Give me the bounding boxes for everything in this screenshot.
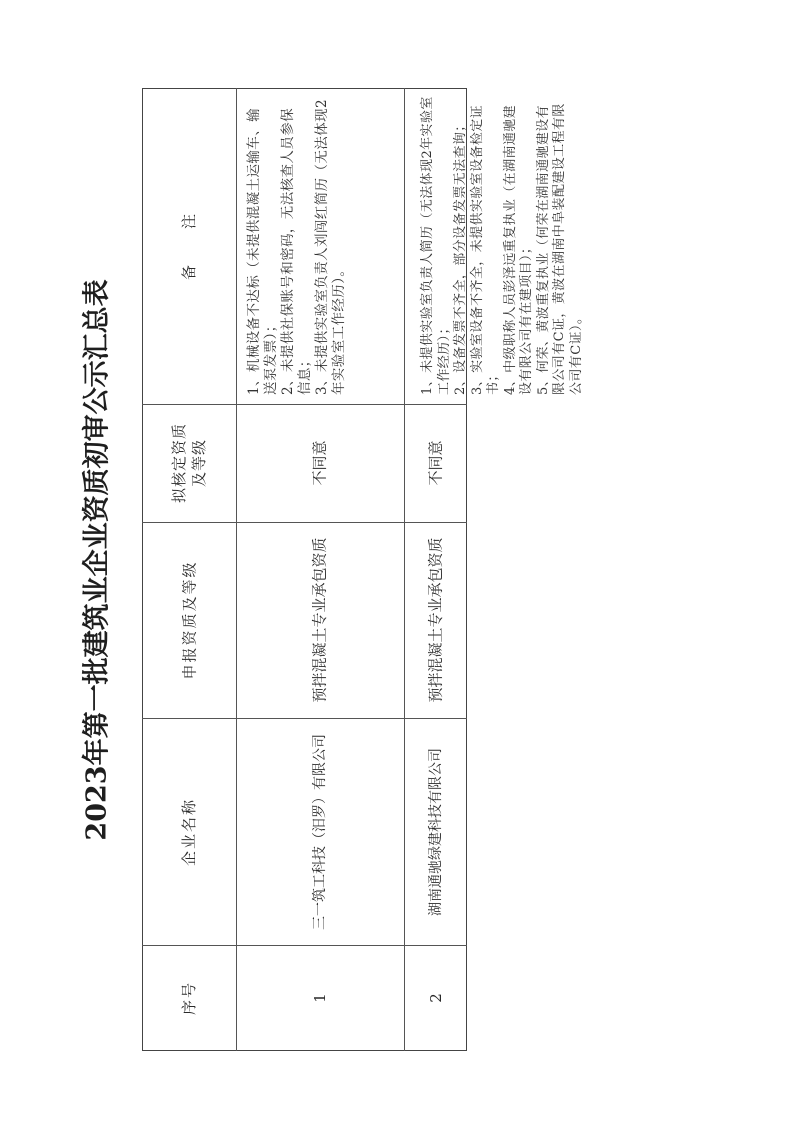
header-declared: 申报资质及等级 xyxy=(180,560,199,680)
header-remarks-cell xyxy=(142,88,236,404)
header-seq: 序号 xyxy=(179,980,198,1016)
row2-remark-5: 5、何荣、黄波重复执业（何荣在湖南通驰建设有限公司有C证，黄波在湖南中阜装配建设工程有限公司有C证）。 xyxy=(535,103,584,395)
row2-remark-3: 3、实验室设备不齐全，未提供实验室设备检定证书； xyxy=(469,104,501,395)
row1-proposed-cell xyxy=(236,404,404,522)
row1-company: 三一筑工科技（汨罗）有限公司 xyxy=(312,733,328,930)
row2-seq-cell xyxy=(404,945,467,1051)
row2-remarks xyxy=(420,95,585,395)
header-remarks: 备 注 xyxy=(179,211,198,281)
row1-remark-3: 3、未提供实验室负责人刘闯红简历（无法体现2年实验室工作经历）。 xyxy=(314,99,347,395)
row2-remark-2: 2、设备发票不齐全，部分设备发票无法查询； xyxy=(453,118,468,395)
header-company-cell xyxy=(142,718,236,945)
row1-declared-cell xyxy=(236,522,404,718)
row2-declared: 预拌混凝土专业承包资质 xyxy=(426,537,445,703)
row2-proposed-cell xyxy=(404,404,467,522)
row1-remark-1: 1、机械设备不达标（未提供混凝土运输车、输送泵发票）； xyxy=(246,108,279,395)
header-proposed: 拟核定资质及等级 xyxy=(170,423,208,504)
row2-company: 湖南通驰绿建科技有限公司 xyxy=(427,747,444,916)
row1-seq: 1 xyxy=(310,993,329,1003)
header-seq-cell xyxy=(142,945,236,1051)
row1-seq-cell xyxy=(236,945,404,1051)
row1-remark-2: 2、未提供社保账号和密码，无法核查人员参保信息； xyxy=(280,108,313,395)
row1-proposed: 不同意 xyxy=(310,440,329,486)
row2-proposed: 不同意 xyxy=(426,440,445,486)
row1-company-cell xyxy=(236,718,404,945)
row2-declared-cell xyxy=(404,522,467,718)
row2-remark-4: 4、中级职称人员彭泽远重复执业（在湖南通驰建设有限公司有在建项目）； xyxy=(502,104,534,395)
header-company: 企业名称 xyxy=(179,797,198,866)
row2-remark-1: 1、未提供实验室负责人简历（无法体现2年实验室工作经历）； xyxy=(420,96,452,395)
header-declared-cell xyxy=(142,522,236,718)
row1-declared: 预拌混凝土专业承包资质 xyxy=(310,537,329,703)
page-title: 2023年第一批建筑业企业资质初审公示汇总表 xyxy=(81,279,113,841)
row2-company-cell xyxy=(404,718,467,945)
header-proposed-cell xyxy=(142,404,236,522)
row1-remarks xyxy=(246,95,348,395)
row2-seq: 2 xyxy=(426,993,445,1003)
